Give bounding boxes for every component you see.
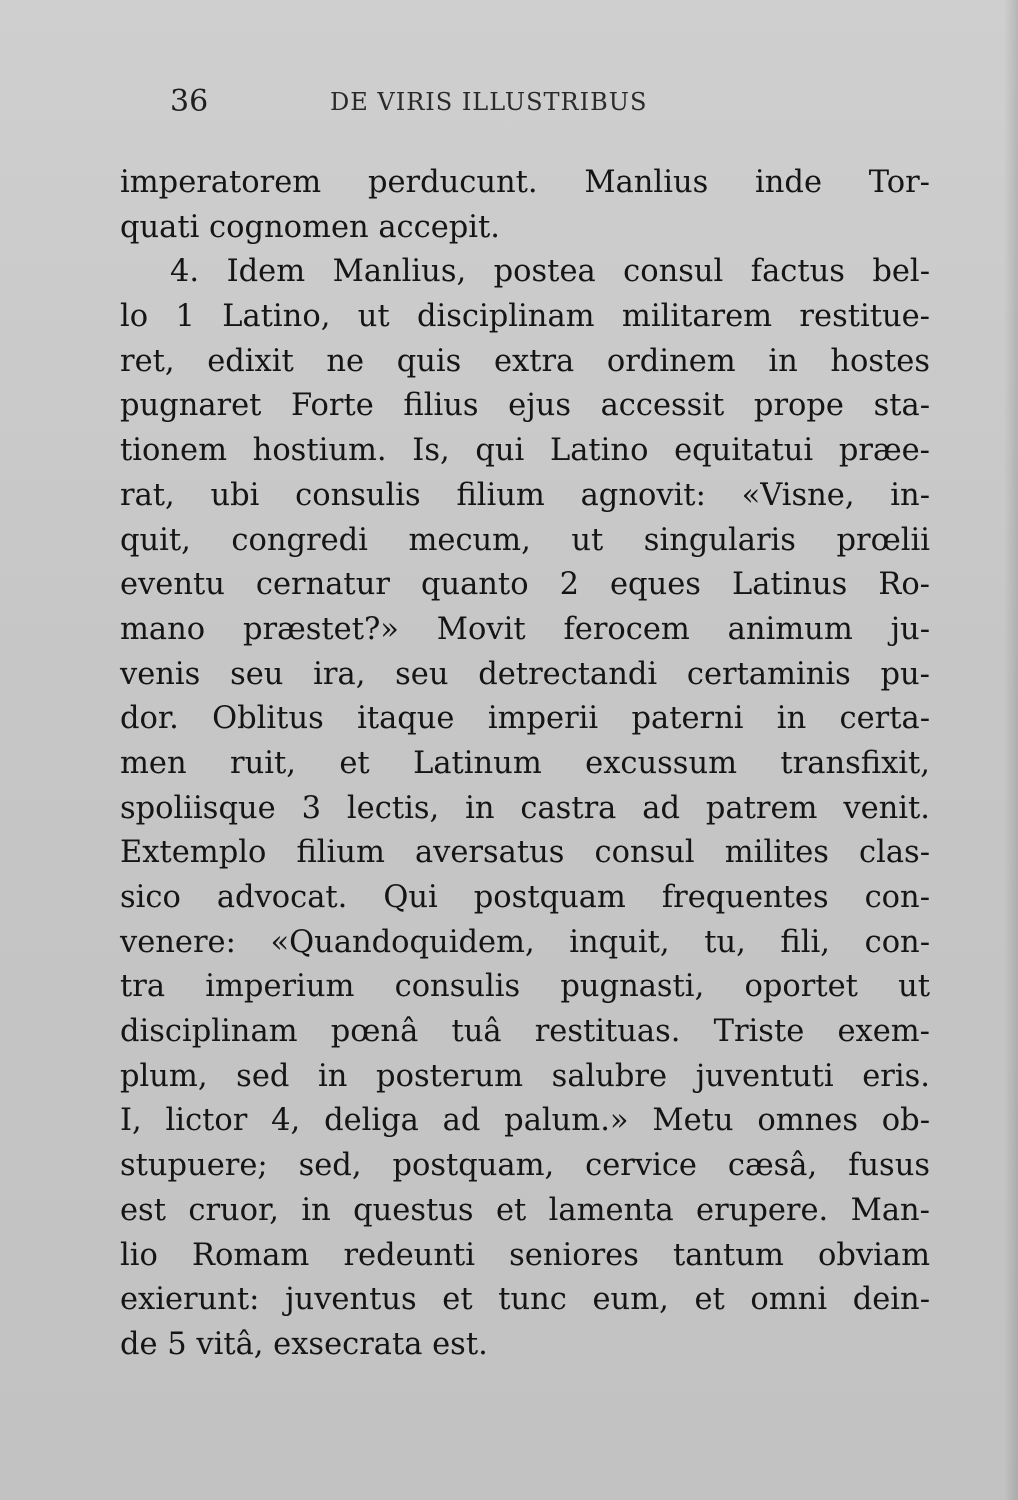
text-line: ret, edixit ne quis extra ordinem in hostes (120, 343, 930, 379)
page-number: 36 (170, 84, 209, 119)
text-line: exierunt: juventus et tunc eum, et omni dein- (120, 1282, 930, 1318)
text-line: quit, congredi mecum, ut singularis prœlii (120, 522, 930, 558)
text-line: dor. Oblitus itaque imperii paterni in certa- (120, 701, 930, 737)
text-line: venere: «Quandoquidem, inquit, tu, fili, con- (120, 924, 930, 960)
text-line: stupuere; sed, postquam, cervice cæsâ, fusus (120, 1148, 930, 1184)
text-line: eventu cernatur quanto 2 eques Latinus Ro- (120, 567, 930, 603)
text-line: lo 1 Latino, ut disciplinam militarem restitue- (120, 299, 930, 335)
text-line: de 5 vitâ, exsecrata est. (120, 1326, 488, 1362)
text-line: est cruor, in questus et lamenta erupere. Man- (120, 1192, 930, 1228)
text-line: rat, ubi consulis filium agnovit: «Visne, in- (120, 477, 930, 513)
text-line: disciplinam pœnâ tuâ restituas. Triste exem- (120, 1014, 930, 1050)
text-line: mano præstet?» Movit ferocem animum ju- (120, 611, 930, 647)
body-text (120, 161, 930, 1368)
text-line: 4. Idem Manlius, postea consul factus bel- (170, 254, 930, 290)
text-line: venis seu ira, seu detrectandi certaminis pu- (120, 656, 930, 692)
text-line: Extemplo filium aversatus consul milites clas- (120, 835, 930, 871)
text-line: spoliisque 3 lectis, in castra ad patrem venit. (120, 790, 930, 826)
page-header (170, 82, 930, 122)
text-line: imperatorem perducunt. Manlius inde Tor- (120, 165, 930, 200)
running-title: DE VIRIS ILLUSTRIBUS (330, 88, 648, 116)
text-line: lio Romam redeunti seniores tantum obviam (120, 1237, 930, 1273)
text-line: quati cognomen accepit. (120, 209, 500, 245)
page-edge-shadow (1004, 0, 1018, 1500)
text-line: sico advocat. Qui postquam frequentes con- (120, 880, 930, 915)
text-line: men ruit, et Latinum excussum transfixit, (120, 745, 930, 781)
text-line: plum, sed in posterum salubre juventuti eris. (120, 1058, 930, 1094)
text-line: tionem hostium. Is, qui Latino equitatui præe- (120, 433, 930, 469)
text-line: I, lictor 4, deliga ad palum.» Metu omnes ob- (120, 1103, 930, 1139)
text-line: tra imperium consulis pugnasti, oportet ut (120, 969, 930, 1005)
text-line: pugnaret Forte filius ejus accessit prope sta- (120, 388, 930, 424)
